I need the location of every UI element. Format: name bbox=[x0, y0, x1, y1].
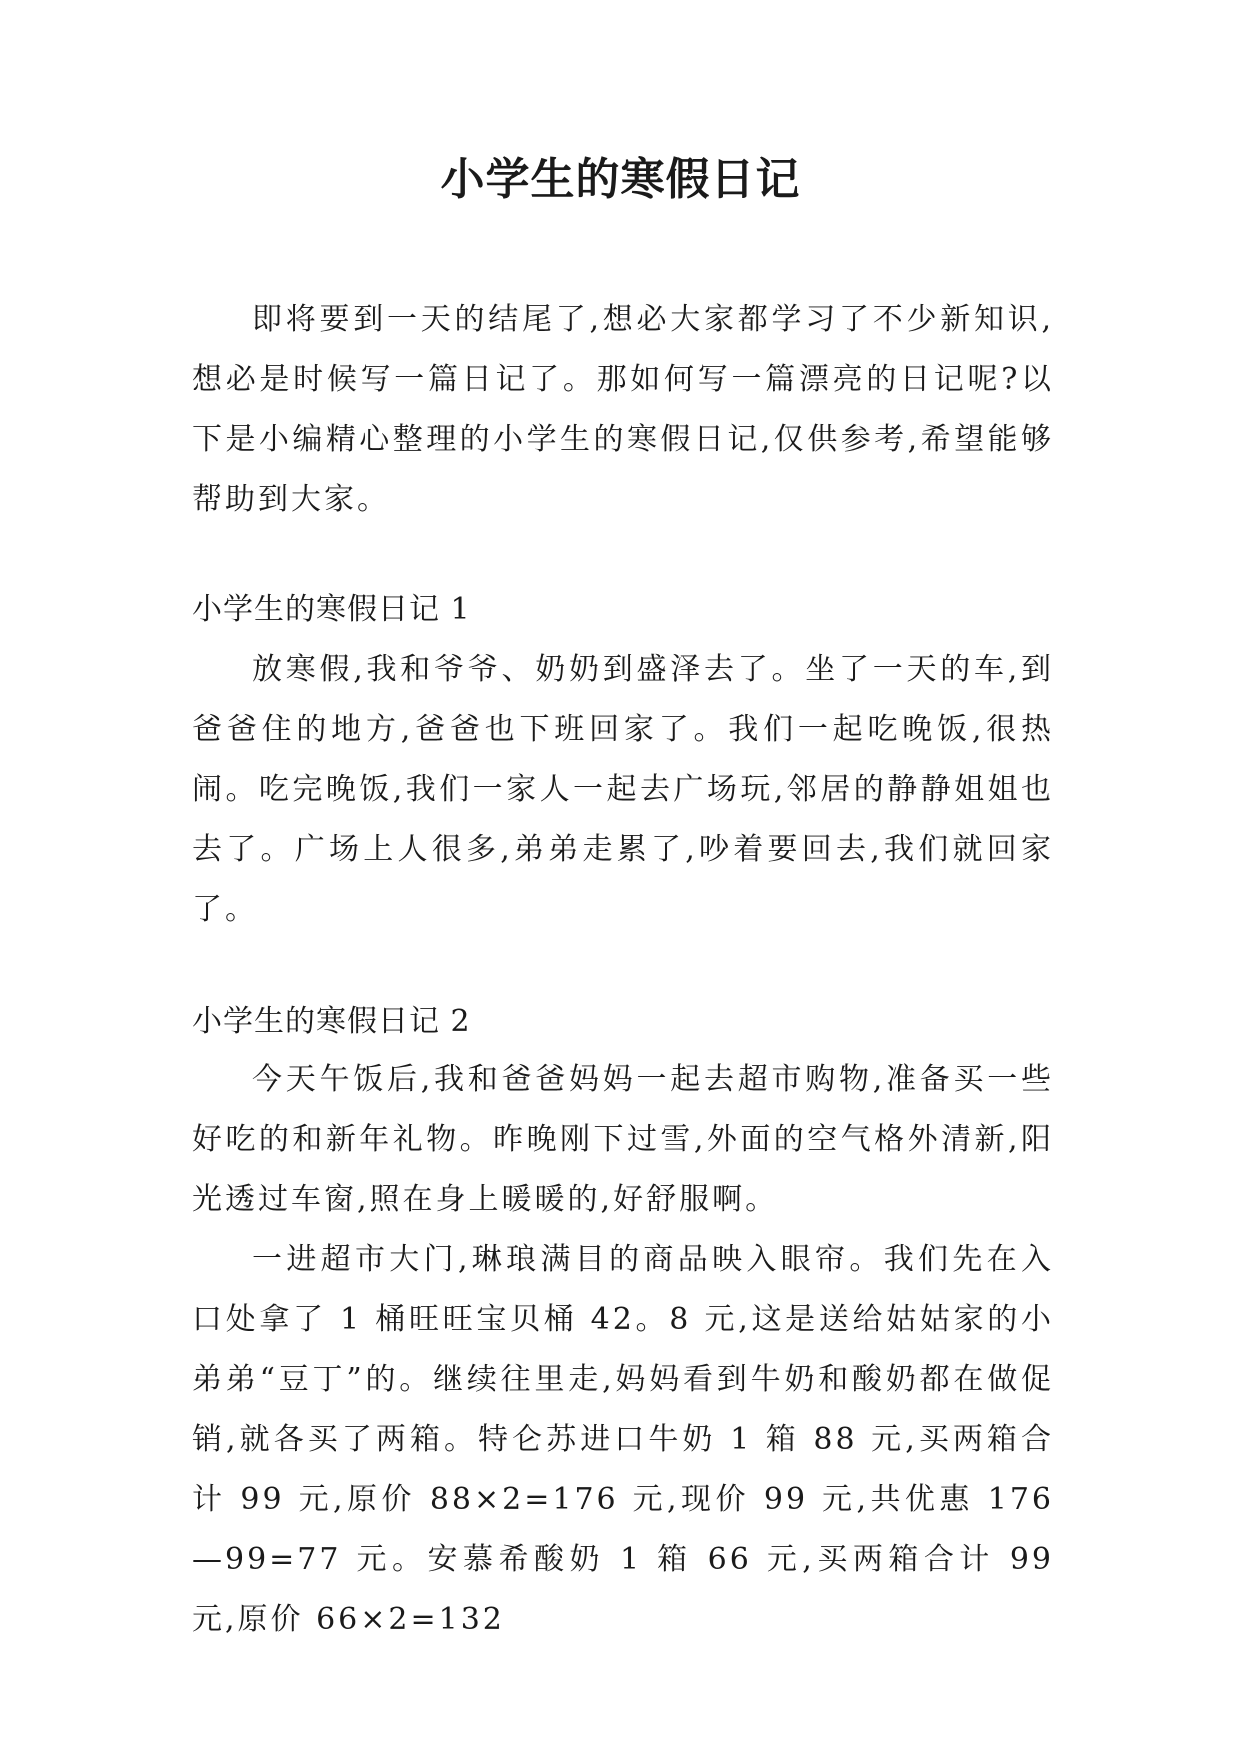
document-title: 小学生的寒假日记 bbox=[440, 154, 801, 205]
section-2-heading: 小学生的寒假日记 2 bbox=[192, 1004, 471, 1039]
intro-paragraph: 即将要到一天的结尾了,想必大家都学习了不少新知识,想必是时候写一篇日记了。那如何写一篇漂亮的日记呢?以下是小编精心整理的小学生的寒假日记,仅供参考,希望能够帮助到大家。 bbox=[192, 302, 1054, 517]
section-2-paragraph-2: 一进超市大门,琳琅满目的商品映入眼帘。我们先在入口处拿了 1 桶旺旺宝贝桶 42。8 元,这是送给姑姑家的小弟弟“豆丁”的。继续往里走,妈妈看到牛奶和酸奶都在做促销,就各买了两箱。特仑苏进口牛奶 1 箱 88 元,买两箱合计 99 元,原价 88×2=176 元,现价 99 元,共优惠 176—99=77 元。安慕希酸奶 1 箱 66 元,买两箱合计 99 元,原价 66×2=132 bbox=[192, 1242, 1054, 1637]
section-2-paragraph-1: 今天午饭后,我和爸爸妈妈一起去超市购物,准备买一些好吃的和新年礼物。昨晚刚下过雪,外面的空气格外清新,阳光透过车窗,照在身上暖暖的,好舒服啊。 bbox=[192, 1062, 1054, 1217]
section-1-body bbox=[192, 640, 1054, 940]
section-2-body bbox=[192, 1050, 1054, 1650]
section-1-heading: 小学生的寒假日记 1 bbox=[192, 592, 471, 627]
intro-paragraph-block bbox=[192, 290, 1054, 530]
section-1-paragraph: 放寒假,我和爷爷、奶奶到盛泽去了。坐了一天的车,到爸爸住的地方,爸爸也下班回家了。我们一起吃晚饭,很热闹。吃完晚饭,我们一家人一起去广场玩,邻居的静静姐姐也去了。广场上人很多,弟弟走累了,吵着要回去,我们就回家了。 bbox=[192, 652, 1054, 927]
